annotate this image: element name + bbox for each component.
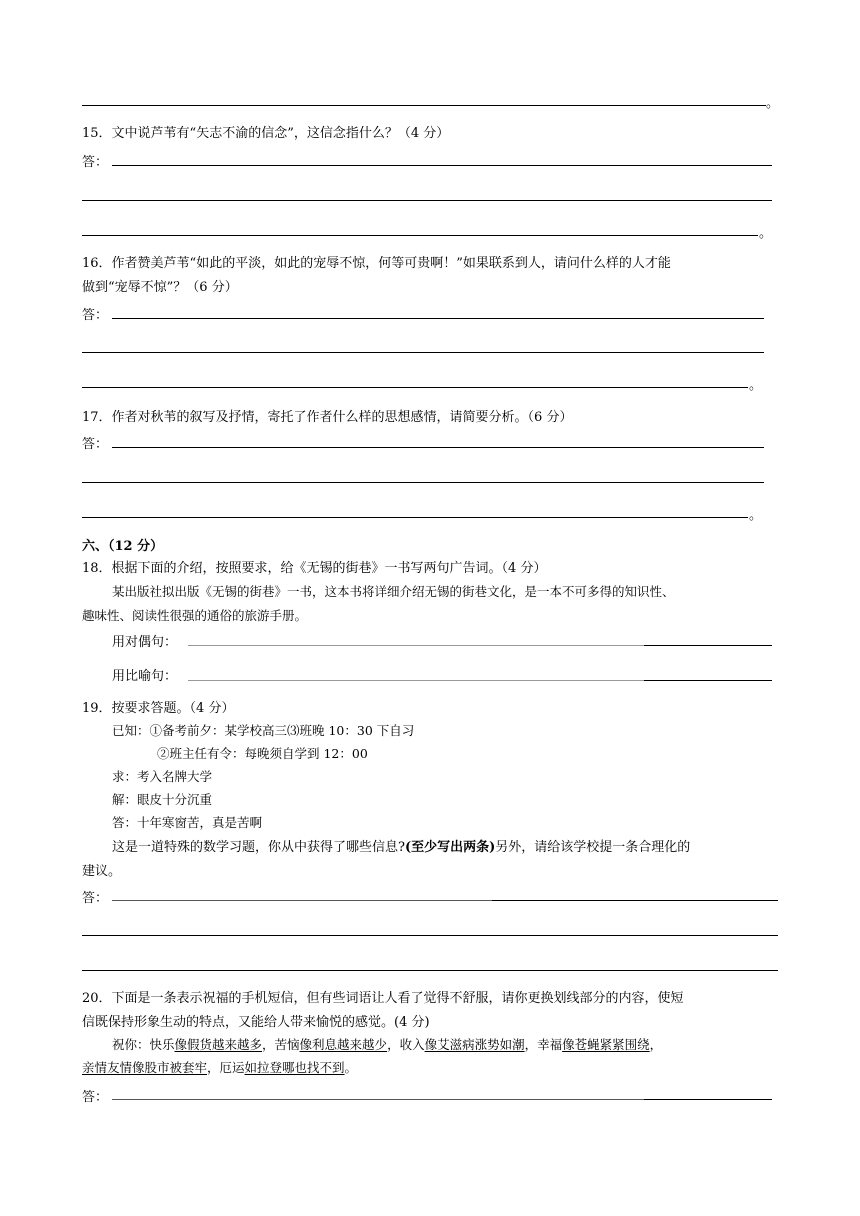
question-18-intro-line1: 某出版社拟出版《无锡的街巷》一书，这本书将详细介绍无锡的街巷文化，是一本不可多得的知识性、 [112, 584, 675, 599]
question-16-line2: 做到“宠辱不惊”？（6 分） [82, 280, 238, 295]
period: 。 [749, 378, 763, 393]
ask-before: 这是一道特殊的数学习题，你从中获得了哪些信息? [112, 840, 405, 855]
duiou-label: 用对偶句： [112, 635, 178, 650]
period: 。 [759, 226, 773, 241]
period: 。 [766, 96, 780, 111]
answer-line[interactable] [82, 352, 764, 353]
sms-underlined-phrase: 亲情友情像股市被套牢 [82, 1060, 208, 1075]
sms-text: ，厄运 [207, 1060, 245, 1075]
answer-line[interactable] [82, 935, 778, 936]
period: 。 [749, 508, 763, 523]
answer-line[interactable] [112, 165, 772, 166]
answer-line[interactable] [112, 1099, 644, 1100]
question-19: 19．按要求答题。（4 分） [82, 701, 235, 716]
section-6-title: 六、（12 分） [82, 539, 164, 554]
answer-line[interactable] [112, 447, 764, 448]
answer-line[interactable] [82, 482, 764, 483]
biyu-answer-line-tail[interactable] [644, 680, 772, 681]
sms-underlined-phrase: 像假货越来越多 [174, 1037, 263, 1052]
sms-text: ， [649, 1037, 663, 1052]
answer-label: 答： [82, 437, 109, 452]
duiou-answer-line[interactable] [188, 645, 644, 646]
biyu-answer-line[interactable] [188, 680, 644, 681]
answer-label: 答： [82, 308, 109, 323]
sms-underlined-phrase: 像苍蝇紧紧围绕 [562, 1037, 650, 1052]
question-15: 15．文中说芦苇有“矢志不渝的信念”，这信念指什么？（4 分） [82, 126, 450, 141]
question-18-intro-line2: 趣味性、阅读性很强的通俗的旅游手册。 [82, 608, 308, 623]
sms-line1 [112, 1035, 662, 1053]
answer-label: 答： [82, 891, 109, 906]
solve: 解：眼皮十分沉重 [112, 792, 213, 807]
sms-underlined-phrase: 如拉登哪也找不到 [244, 1060, 345, 1075]
sms-text: 。 [344, 1060, 358, 1075]
answer-line[interactable] [82, 970, 778, 971]
answer-line-tail[interactable] [492, 900, 778, 901]
biyu-label: 用比喻句： [112, 669, 178, 684]
ask-after: 另外，请给该学校提一条合理化的 [495, 840, 691, 855]
question-20-line1: 20．下面是一条表示祝福的手机短信，但有些词语让人看了觉得不舒服，请你更换划线部分的内容，使短 [82, 991, 684, 1006]
answer-label: 答： [82, 155, 109, 170]
answer-line[interactable] [82, 517, 748, 518]
seek: 求：考入名牌大学 [112, 769, 213, 784]
sms-text: 祝你：快乐 [112, 1037, 175, 1052]
known-1: 已知：①备考前夕：某学校高三⑶班晚 10：30 下自习 [112, 723, 415, 738]
answer-text: 答：十年寒窗苦，真是苦啊 [112, 815, 263, 830]
sms-text: ，苦恼 [262, 1037, 300, 1052]
known-2: ②班主任有令：每晚须自学到 12：00 [157, 746, 368, 761]
answer-line-tail[interactable] [644, 1099, 772, 1100]
answer-line[interactable] [82, 235, 758, 236]
question-16-line1: 16．作者赞美芦苇“如此的平淡，如此的宠辱不惊，何等可贵啊！”如果联系到人，请问什么样的人才能 [82, 256, 671, 271]
answer-line[interactable] [112, 318, 764, 319]
answer-label: 答： [82, 1090, 109, 1105]
question-19-ask [112, 836, 690, 855]
answer-line[interactable] [82, 200, 772, 201]
sms-text: ，幸福 [524, 1037, 563, 1052]
sms-text: ，收入 [387, 1037, 425, 1052]
ask-bold: (至少写出两条) [404, 840, 496, 855]
sms-line2 [82, 1058, 357, 1076]
answer-line[interactable] [82, 105, 766, 106]
question-20-line2: 信既保持形象生动的特点，又能给人带来愉悦的感觉。(4 分) [82, 1015, 430, 1030]
sms-underlined-phrase: 像艾滋病涨势如潮 [424, 1037, 525, 1052]
sms-underlined-phrase: 像利息越来越少 [299, 1037, 388, 1052]
question-18: 18．根据下面的介绍，按照要求，给《无锡的街巷》一书写两句广告词。（4 分） [82, 561, 547, 576]
duiou-answer-line-tail[interactable] [644, 645, 772, 646]
question-17: 17．作者对秋苇的叙写及抒情，寄托了作者什么样的思想感情，请简要分析。（6 分） [82, 410, 573, 425]
question-19-ask-line2: 建议。 [82, 864, 122, 879]
answer-line[interactable] [82, 387, 748, 388]
answer-line[interactable] [112, 900, 492, 901]
